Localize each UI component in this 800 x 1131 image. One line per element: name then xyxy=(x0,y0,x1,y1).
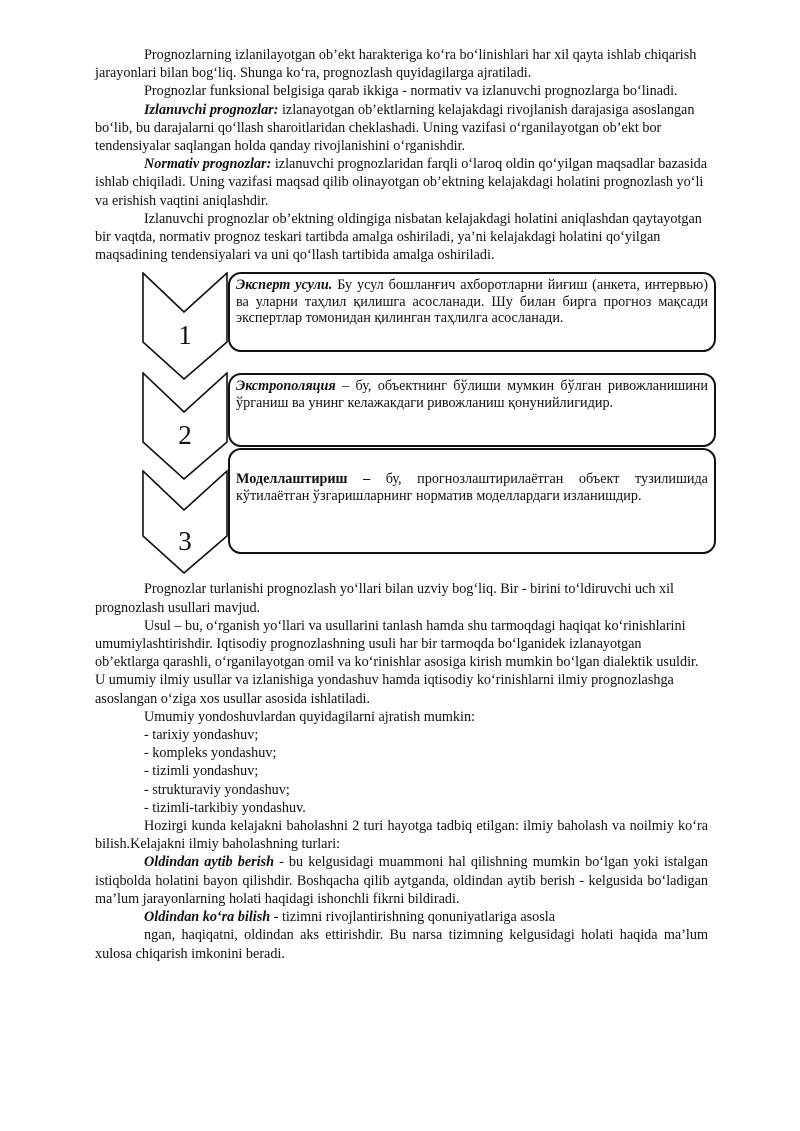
paragraph-foresight xyxy=(95,908,708,926)
step-1-term: Эксперт усули. xyxy=(236,277,333,294)
paragraph-method-types: Prognozlar turlanishi prognozlash yo‘llari bilan uzviy bog‘liq. Bir - birini to‘ldiruvchi uch xil prognozlash usullari mavjud. xyxy=(95,581,674,616)
definition-exploratory-forecasts: izlanayotgan ob’ektlarning kelajakdagi rivojlanish darajasiga asoslangan bo‘lib, bu darajalarni qo‘llash sharoitlaridan cheklashadi. Uning vazifasi o‘rganilayotgan ob’ekt bor tendensiyalar saqlangan holda qanday rivojlanishini o‘rganishdir. xyxy=(95,101,695,155)
paragraph-intro: Prognozlarning izlanilayotgan ob’ekt harakteriga ko‘ra bo‘linishlari har xil qayta ishlab chiqarish jarayonlari bilan bog‘liq. Shunga ko‘ra, prognozlash quyidagilarga ajratiladi. xyxy=(95,47,697,82)
chevron-step-3 xyxy=(142,470,228,574)
step-3-text: бу, прогнозлаштирилаётган объект тузилишида кўтилаётган ўзгаришларнинг норматив моделлардаги изланишдир. xyxy=(236,471,708,504)
step-2-text: – бу, объектнинг бўлиши мумкин бўлган ривожланишини ўрганиш ва унинг келажакдаги ривожланиш қонунийлигидир. xyxy=(236,378,708,411)
paragraph-forecast-comparison: Izlanuvchi prognozlar ob’ektning oldingiga nisbatan kelajakdagi holatini aniqlashdan qaytayotgan bir vaqtda, normativ prognoz teskari tartibda amalga oshiriladi, ya’ni kelajakdagi holatini qo‘yilgan maqsadining tendensiyalari va uni qo‘llash tartibida amalga oshiriladi. xyxy=(95,210,702,264)
step-number-3: 3 xyxy=(178,526,192,557)
list-item: - kompleks yondashuv; xyxy=(144,745,277,762)
term-foresight: Oldindan ko‘ra bilish xyxy=(144,909,271,926)
methods-diagram xyxy=(95,272,708,574)
paragraph-prediction xyxy=(95,853,708,908)
chevron-3-icon xyxy=(142,470,228,574)
step-2-term: Экстрополяция xyxy=(236,378,336,395)
chevron-step-2 xyxy=(142,372,228,480)
paragraph-approaches-intro: Umumiy yondoshuvlardan quyidagilarni ajratish mumkin: xyxy=(144,708,475,725)
step-box-3 xyxy=(228,448,716,554)
paragraph-exploratory-forecasts xyxy=(95,101,708,156)
paragraph-functional-types: Prognozlar funksional belgisiga qarab ikkiga - normativ va izlanuvchi prognozlarga bo‘linadi. xyxy=(144,83,678,100)
list-item: - tizimli-tarkibiy yondashuv. xyxy=(144,799,306,816)
chevron-step-1 xyxy=(142,272,228,380)
definition-foresight: - tizimni rivojlantirishning qonuniyatlariga asosla xyxy=(270,909,556,926)
document-page xyxy=(95,46,708,963)
step-box-2 xyxy=(228,373,716,447)
paragraph-method-definition: Usul – bu, o‘rganish yo‘llari va usullarini tanlash hamda shu tarmoqdagi haqiqat ko‘rinishlarini umumiylashtirishdir. Iqtisodiy prognozlashning usuli har bir tarmoqda bo‘lganidek izlanayotgan ob’ektlarga qarashli, o‘rganilayotgan omil va ko‘rinishlar asosiga kirish mumkin bo‘lgan dialektik usuldir. U umumiy ilmiy usullar va izlanishiga yondashuv hamda iqtisodiy ko‘rinishlarni ilmiy prognozlashga asoslangan o‘ziga xos usullar asosida ishlatiladi. xyxy=(95,617,699,707)
term-exploratory-forecasts: Izlanuvchi prognozlar: xyxy=(144,101,279,118)
list-item: - tarixiy yondashuv; xyxy=(144,727,259,744)
step-number-1: 1 xyxy=(178,320,192,351)
definition-prediction: - bu kelgusidagi muammoni hal qilishning mumkin bo‘lgan yoki istalgan istiqbolda holatini bayon qilishdir. Boshqacha qilib aytganda, oldindan aytib berish - kelgusida bo‘ladigan ma’lum jarayonlarning holati haqidagi ishonchli fikrni bildiradi. xyxy=(95,854,708,907)
term-prediction: Oldindan aytib berish xyxy=(144,854,275,871)
paragraph-foresight-continued: ngan, haqiqatni, oldindan aks ettirishdir. Bu narsa tizimning kelgusidagi holati haqida ma’lum xulosa chiqarish imkonini beradi. xyxy=(95,927,708,962)
list-item: - strukturaviy yondashuv; xyxy=(144,781,290,798)
paragraph-normative-forecasts xyxy=(95,155,708,210)
list-item: - tizimli yondashuv; xyxy=(144,763,259,780)
approaches-list xyxy=(144,726,708,817)
term-normative-forecasts: Normativ prognozlar: xyxy=(144,156,272,173)
step-number-2: 2 xyxy=(178,420,192,451)
step-1-text: Бу усул бошланғич ахборотларни йиғиш (анкета, интервью) ва уларни таҳлил қилишга асосланади. Шу билан бирга прогноз мақсади экспертлар томонидан қилинган таҳлилга асосланади. xyxy=(236,277,708,327)
definition-normative-forecasts: izlanuvchi prognozlaridan farqli o‘laroq oldin qo‘yilgan maqsadlar bazasida ishlab chiqiladi. Uning vazifasi maqsad qilib olinayotgan ob’ektning kelajakdagi holatini prognozlash yo‘li va erishish vaqtini aniqlashdir. xyxy=(95,156,708,209)
step-3-term: Моделлаштириш – xyxy=(236,471,371,488)
paragraph-future-assessment: Hozirgi kunda kelajakni baholashni 2 turi hayotga tadbiq etilgan: ilmiy baholash va noilmiy ko‘ra bilish.Kelajakni ilmiy baholashning turlari: xyxy=(95,818,708,853)
step-box-1 xyxy=(228,272,716,352)
